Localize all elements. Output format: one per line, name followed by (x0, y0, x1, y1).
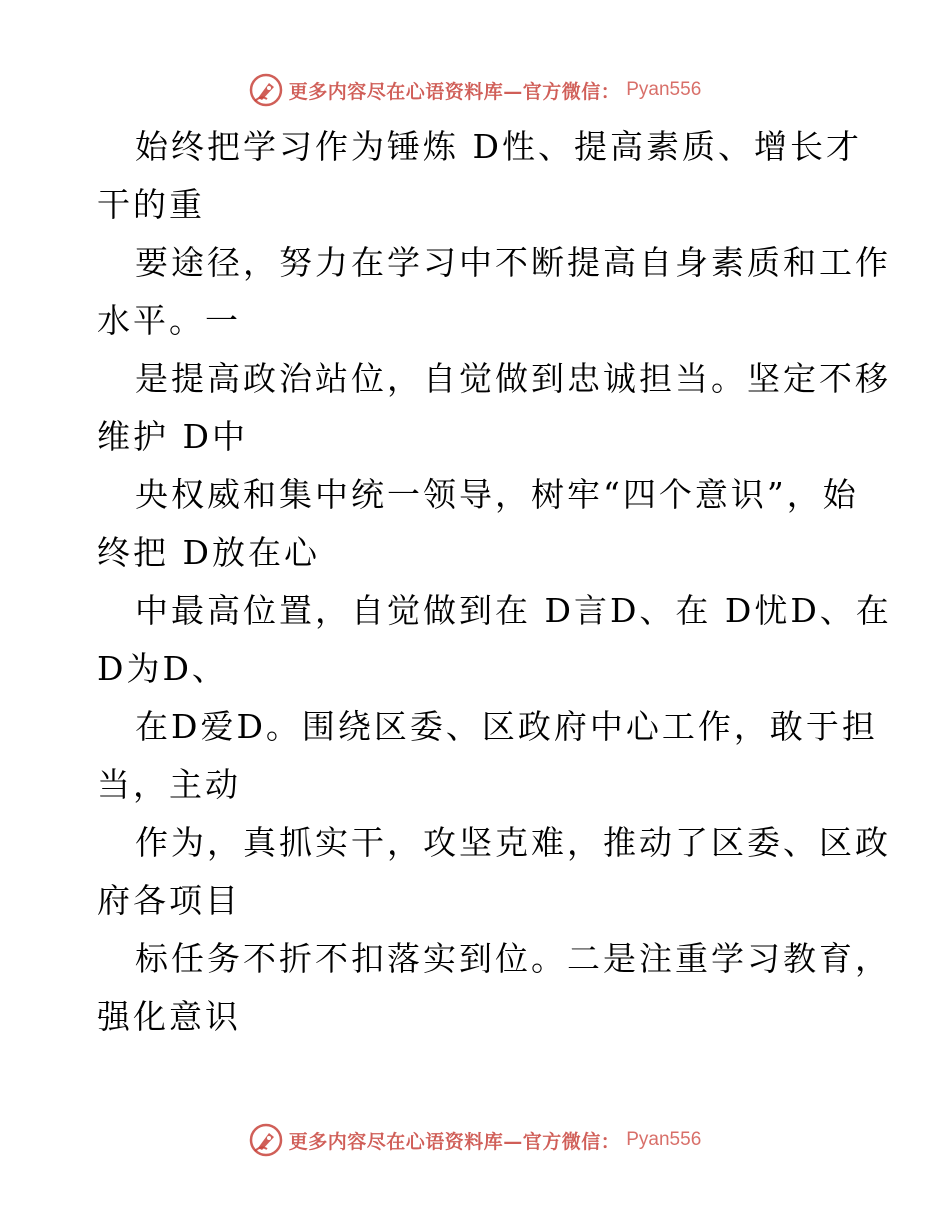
paragraph (97, 582, 892, 698)
header-watermark (0, 70, 950, 110)
pen-nib-logo-icon (249, 73, 283, 107)
paragraph (97, 698, 878, 814)
paragraph-line-2: D为D、 (97, 649, 228, 688)
paragraph-line-1: 央权威和集中统一领导，树牢“四个意识”，始 (135, 475, 859, 514)
pen-nib-logo-icon (249, 1123, 283, 1157)
paragraph-line-2: 当，主动 (97, 765, 241, 804)
watermark-wechat-id: Pyan556 (626, 79, 702, 100)
paragraph-line-2: 干的重 (97, 185, 205, 224)
footer-watermark (0, 1120, 950, 1160)
paragraph-line-2: 终把 D放在心 (97, 533, 320, 572)
paragraph-line-1: 在D爱D。围绕区委、区政府中心工作，敢于担 (135, 707, 878, 746)
watermark-text: 更多内容尽在心语资料库—官方微信： (288, 1130, 621, 1153)
paragraph-line-1: 要途径，努力在学习中不断提高自身素质和工作 (135, 243, 891, 282)
paragraph (97, 234, 891, 350)
paragraph-line-2: 府各项目 (97, 881, 241, 920)
document-body (97, 118, 892, 1046)
paragraph-line-1: 作为，真抓实干，攻坚克难，推动了区委、区政 (135, 823, 891, 862)
watermark-wechat-id: Pyan556 (626, 1129, 702, 1150)
paragraph-line-2: 水平。一 (97, 301, 241, 340)
paragraph (97, 118, 862, 234)
paragraph (97, 930, 891, 1046)
paragraph (97, 814, 891, 930)
paragraph-line-1: 标任务不折不扣落实到位。二是注重学习教育， (135, 939, 891, 978)
paragraph (97, 466, 857, 582)
watermark-text: 更多内容尽在心语资料库—官方微信： (288, 80, 621, 103)
paragraph-line-1: 是提高政治站位，自觉做到忠诚担当。坚定不移 (135, 359, 891, 398)
paragraph-line-2: 维护 D中 (97, 417, 248, 456)
paragraph-line-1: 始终把学习作为锤炼 D性、提高素质、增长才 (135, 127, 862, 166)
paragraph-line-2: 强化意识 (97, 997, 241, 1036)
paragraph (97, 350, 891, 466)
paragraph-line-1: 中最高位置，自觉做到在 D言D、在 D忧D、在 (135, 591, 892, 630)
